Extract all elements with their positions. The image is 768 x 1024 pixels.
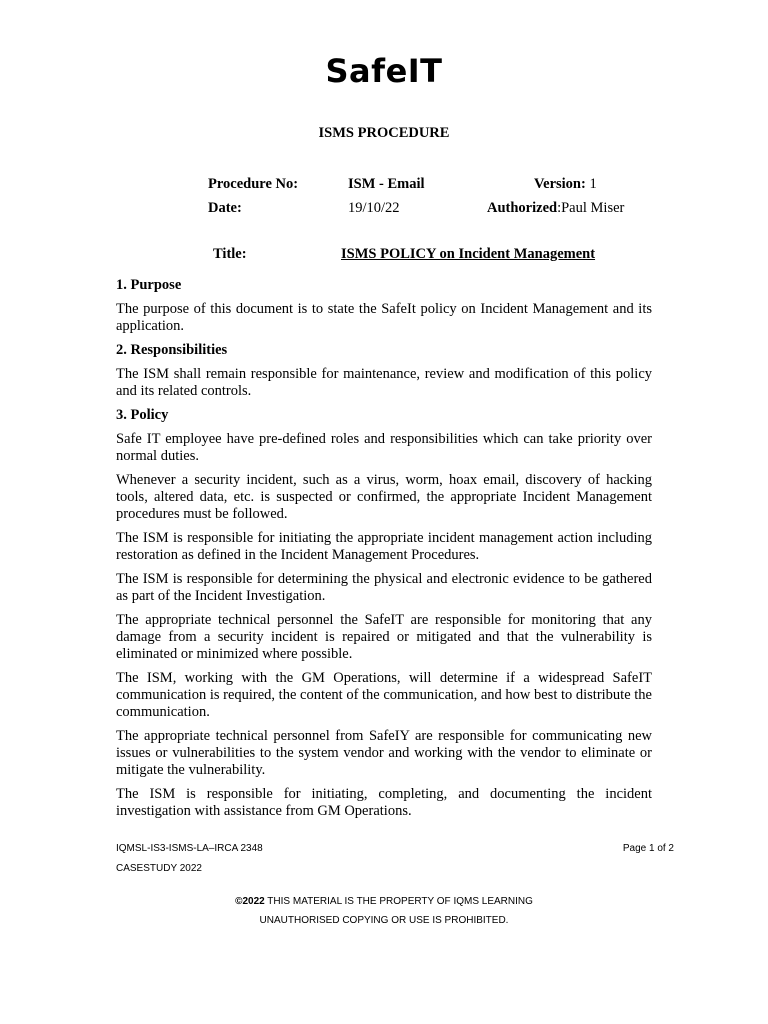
section-heading: 1. Purpose [116,277,182,293]
paragraph: Safe IT employee have pre-defined roles and responsibilities which can take priority over normal duties. [116,431,652,464]
paragraph: Whenever a security incident, such as a virus, worm, hoax email, discovery of hacking tools, altered data, etc. is suspected or confirmed, the appropriate Incident Management procedures must be followed. [116,472,652,522]
section-heading: 3. Policy [116,407,169,423]
copyright-symbol: © [235,896,243,907]
authorized-field [487,199,624,217]
paragraph: The purpose of this document is to state the SafeIt policy on Incident Management and its application. [116,301,652,334]
paragraph: The ISM is responsible for determining the physical and electronic evidence to be gathered as part of the Incident Investigation. [116,571,652,604]
copyright-line-2: UNAUTHORISED COPYING OR USE IS PROHIBITED. [259,915,509,926]
section-policy [116,407,652,820]
section-heading: 2. Responsibilities [116,342,228,358]
copyright-line-1 [0,892,768,911]
copyright-text: THIS MATERIAL IS THE PROPERTY OF IQMS LEARNING [264,896,533,907]
paragraph: The appropriate technical personnel from SafeIY are responsible for communicating new issues or vulnerabilities to the system vendor and working with the vendor to eliminate or mitigate the vulnerability. [116,728,652,778]
version-value: 1 [589,176,597,192]
procedure-no-value: ISM - Email [348,176,425,192]
paragraph: The ISM shall remain responsible for maintenance, review and modification of this policy and its related controls. [116,366,652,399]
footer-case-study: CASESTUDY 2022 [116,863,202,874]
paragraph: The ISM is responsible for initiating, completing, and documenting the incident investigation with assistance from GM Operations. [116,786,652,819]
title-label: Title: [213,246,247,262]
paragraph: The appropriate technical personnel the SafeIT are responsible for monitoring that any damage from a security incident is repaired or mitigated and that the vulnerability is eliminated or minimized where possible. [116,612,652,662]
authorized-value: :Paul Miser [557,200,625,216]
copyright-year: 2022 [242,896,265,907]
date-label: Date: [208,200,242,216]
version-label: Version: [534,176,586,192]
document-type-heading: ISMS PROCEDURE [318,125,450,141]
copyright-notice [0,892,768,930]
paragraph: The ISM, working with the GM Operations, will determine if a widespread SafeIT communication is required, the content of the communication, and how best to distribute the communication. [116,670,652,720]
paragraph: The ISM is responsible for initiating the appropriate incident management action including restoration as defined in the Incident Management Procedures. [116,530,652,563]
page-number: Page 1 of 2 [622,843,674,854]
section-purpose [116,277,652,335]
date-value: 19/10/22 [348,200,400,216]
footer-reference [116,839,263,879]
procedure-no-label: Procedure No: [208,176,299,192]
document-body [116,277,652,827]
footer-doc-ref: IQMSL-IS3-ISMS-LA–IRCA 2348 [116,843,263,854]
company-logo: SafeIT [325,52,443,90]
document-title: ISMS POLICY on Incident Management [341,246,596,262]
version-field [534,175,597,193]
authorized-label: Authorized [487,200,558,216]
section-responsibilities [116,342,652,400]
